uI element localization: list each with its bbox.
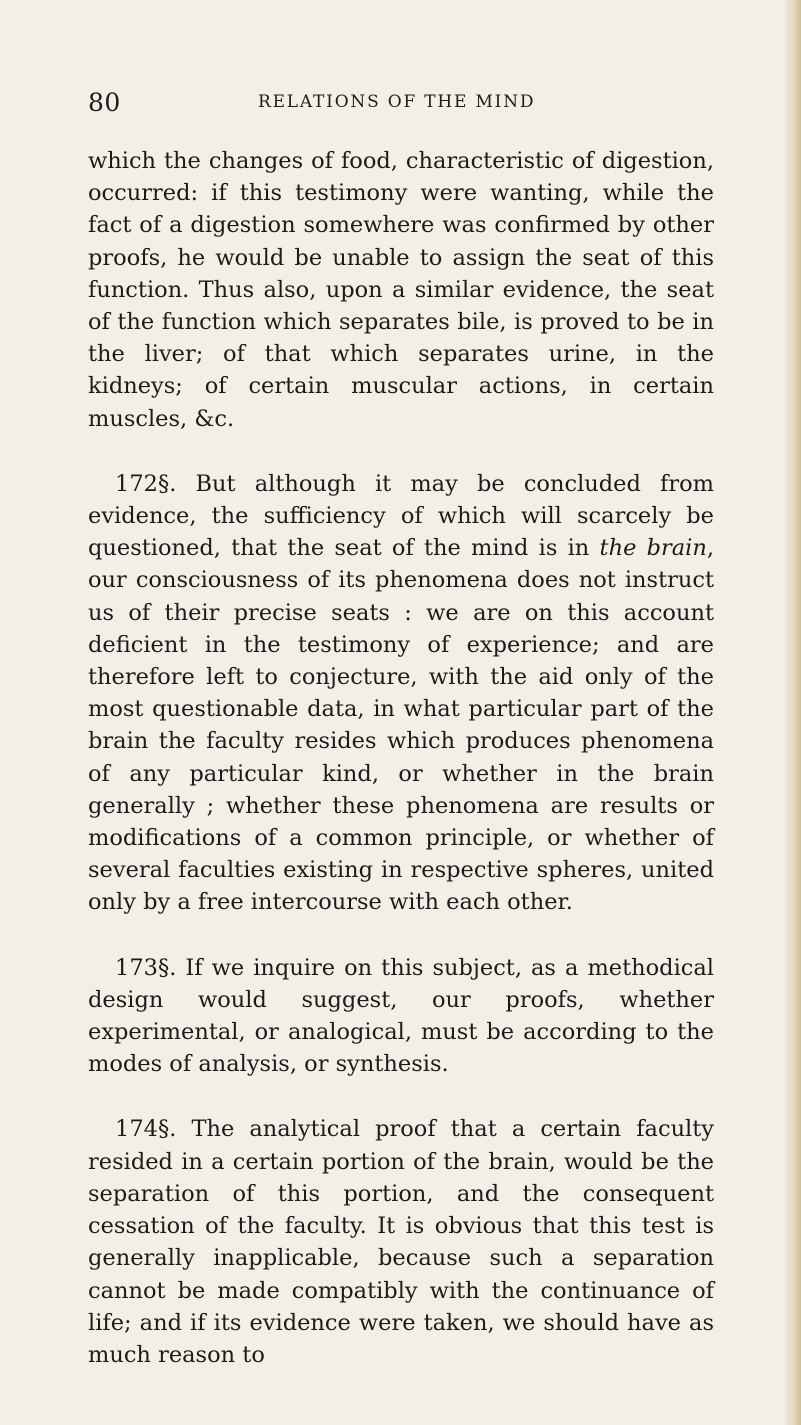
paragraph-text: which the changes of food, characteristic of digestion, occurred: if this testimony were wanting, while the fact of a digestion somewhere was confirmed by other proofs, he would be unable to assign the seat of this function. Thus also, upon a similar evidence, the seat of the function which separates bile, is proved to be in the liver; of that which separates urine, in the kidneys; of certain muscular actions, in certain muscles, &c.: [88, 148, 714, 432]
page-number: 80: [88, 88, 121, 117]
paragraph-text-continued: , our consciousness of its phenomena does not instruct us of their precise seats : we are on this account deficient in the testimony of experience; and are therefore left to conjecture, with the aid only of the most questionable data, in what particular part of the brain the faculty resides which produces phenomena of any particular kind, or whether in the brain generally ; whether these phenomena are results or modifications of a common principle, or whether of several faculties existing in respective spheres, united only by a free intercourse with each other.: [88, 535, 715, 916]
paragraph-section-174: [88, 1113, 714, 1371]
body-text: [88, 145, 714, 1371]
page-edge-shadow: [785, 0, 801, 1425]
paragraph-text: The analytical proof that a certain faculty resided in a certain portion of the brain, would be the separation of this portion, and the consequent cessation of the faculty. It is obvious that this test is generally inapplicable, because such a separation cannot be made compatibly with the continuance of life; and if its evidence were taken, we should have as much reason to: [88, 1116, 715, 1368]
paragraph-continuation: [88, 145, 714, 435]
running-title: RELATIONS OF THE MIND: [258, 92, 536, 112]
paragraph-section-173: [88, 952, 714, 1081]
paragraph-section-172: [88, 468, 714, 919]
paragraph-text: But although it may be concluded from evidence, the sufficiency of which will scarcely be questioned, that the seat of the mind is in: [88, 470, 714, 562]
section-number: 174§.: [115, 1116, 177, 1143]
section-number: 173§.: [115, 954, 177, 981]
page-header: [88, 88, 714, 118]
emphasis-text: the brain: [599, 535, 707, 562]
paragraph-text: If we inquire on this subject, as a methodical design would suggest, our proofs, whether experimental, or analogical, must be according to the modes of analysis, or synthesis.: [88, 954, 714, 1078]
section-number: 172§.: [115, 470, 177, 497]
